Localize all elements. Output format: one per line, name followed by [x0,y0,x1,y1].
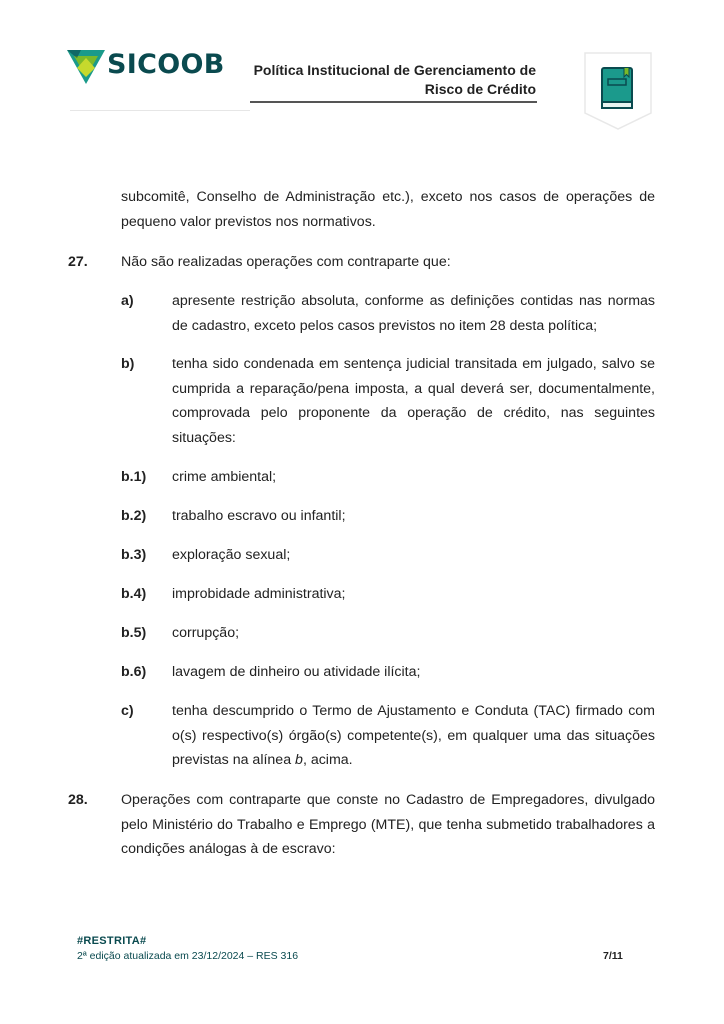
item-c-text-after: , acima. [302,752,353,769]
item-c-text-before: tenha descumprido o Termo de Ajustamento e Conduta (TAC) firmado com o(s) respectivo(s) órgão(s) competente(s), em qualquer uma das situações previstas na alínea [172,703,655,769]
classification-tag: #RESTRITA# [77,935,147,947]
book-icon [583,51,653,131]
title-line-1: Política Institucional de Gerenciamento de [253,62,536,78]
document-title [216,61,536,99]
item-b6-label: b.6) [121,664,147,680]
item-a-text: apresente restrição absoluta, conforme as definições contidas nas normas de cadastro, exceto pelos casos previstos no item 28 desta política; [172,293,655,334]
item-b3-label: b.3) [121,547,147,563]
item-b1-label: b.1) [121,469,147,485]
item-b-label: b) [121,356,135,372]
title-underline [250,101,537,103]
title-line-2: Risco de Crédito [424,81,536,97]
item-b4-text: improbidade administrativa; [172,586,346,602]
item-27-text: Não são realizadas operações com contraparte que: [121,254,451,270]
item-b2-label: b.2) [121,508,147,524]
item-27-number: 27. [68,254,88,270]
header-divider [70,110,250,111]
item-b6-text: lavagem de dinheiro ou atividade ilícita; [172,664,421,680]
item-b5-text: corrupção; [172,625,240,641]
page-number: 7/11 [603,950,623,962]
item-b3-text: exploração sexual; [172,547,291,563]
continuation-paragraph: subcomitê, Conselho de Administração etc.), exceto nos casos de operações de pequeno valor previstos nos normativos. [121,189,655,230]
edition-note: 2ª edição atualizada em 23/12/2024 – RES 316 [77,950,299,962]
item-b2-text: trabalho escravo ou infantil; [172,508,346,524]
item-c-text-italic: b [295,752,303,769]
item-c-label: c) [121,703,134,719]
item-28-text: Operações com contraparte que conste no Cadastro de Empregadores, divulgado pelo Ministério do Trabalho e Emprego (MTE), que tenha submetido trabalhadores a condições análogas à de escravo: [121,792,655,858]
item-b-text: tenha sido condenada em sentença judicial transitada em julgado, salvo se cumprida a reparação/pena imposta, a qual deverá ser, documentalmente, comprovada pelo proponente da operação de crédito, nas seguintes situações: [172,356,655,446]
item-a-label: a) [121,293,134,309]
item-28-number: 28. [68,792,88,808]
sicoob-logo-icon [67,50,105,84]
sicoob-logo [67,48,227,88]
item-b4-label: b.4) [121,586,147,602]
item-c-text [172,699,655,773]
item-b1-text: crime ambiental; [172,469,277,485]
item-b5-label: b.5) [121,625,147,641]
brand-name: SICOOB [107,49,225,80]
